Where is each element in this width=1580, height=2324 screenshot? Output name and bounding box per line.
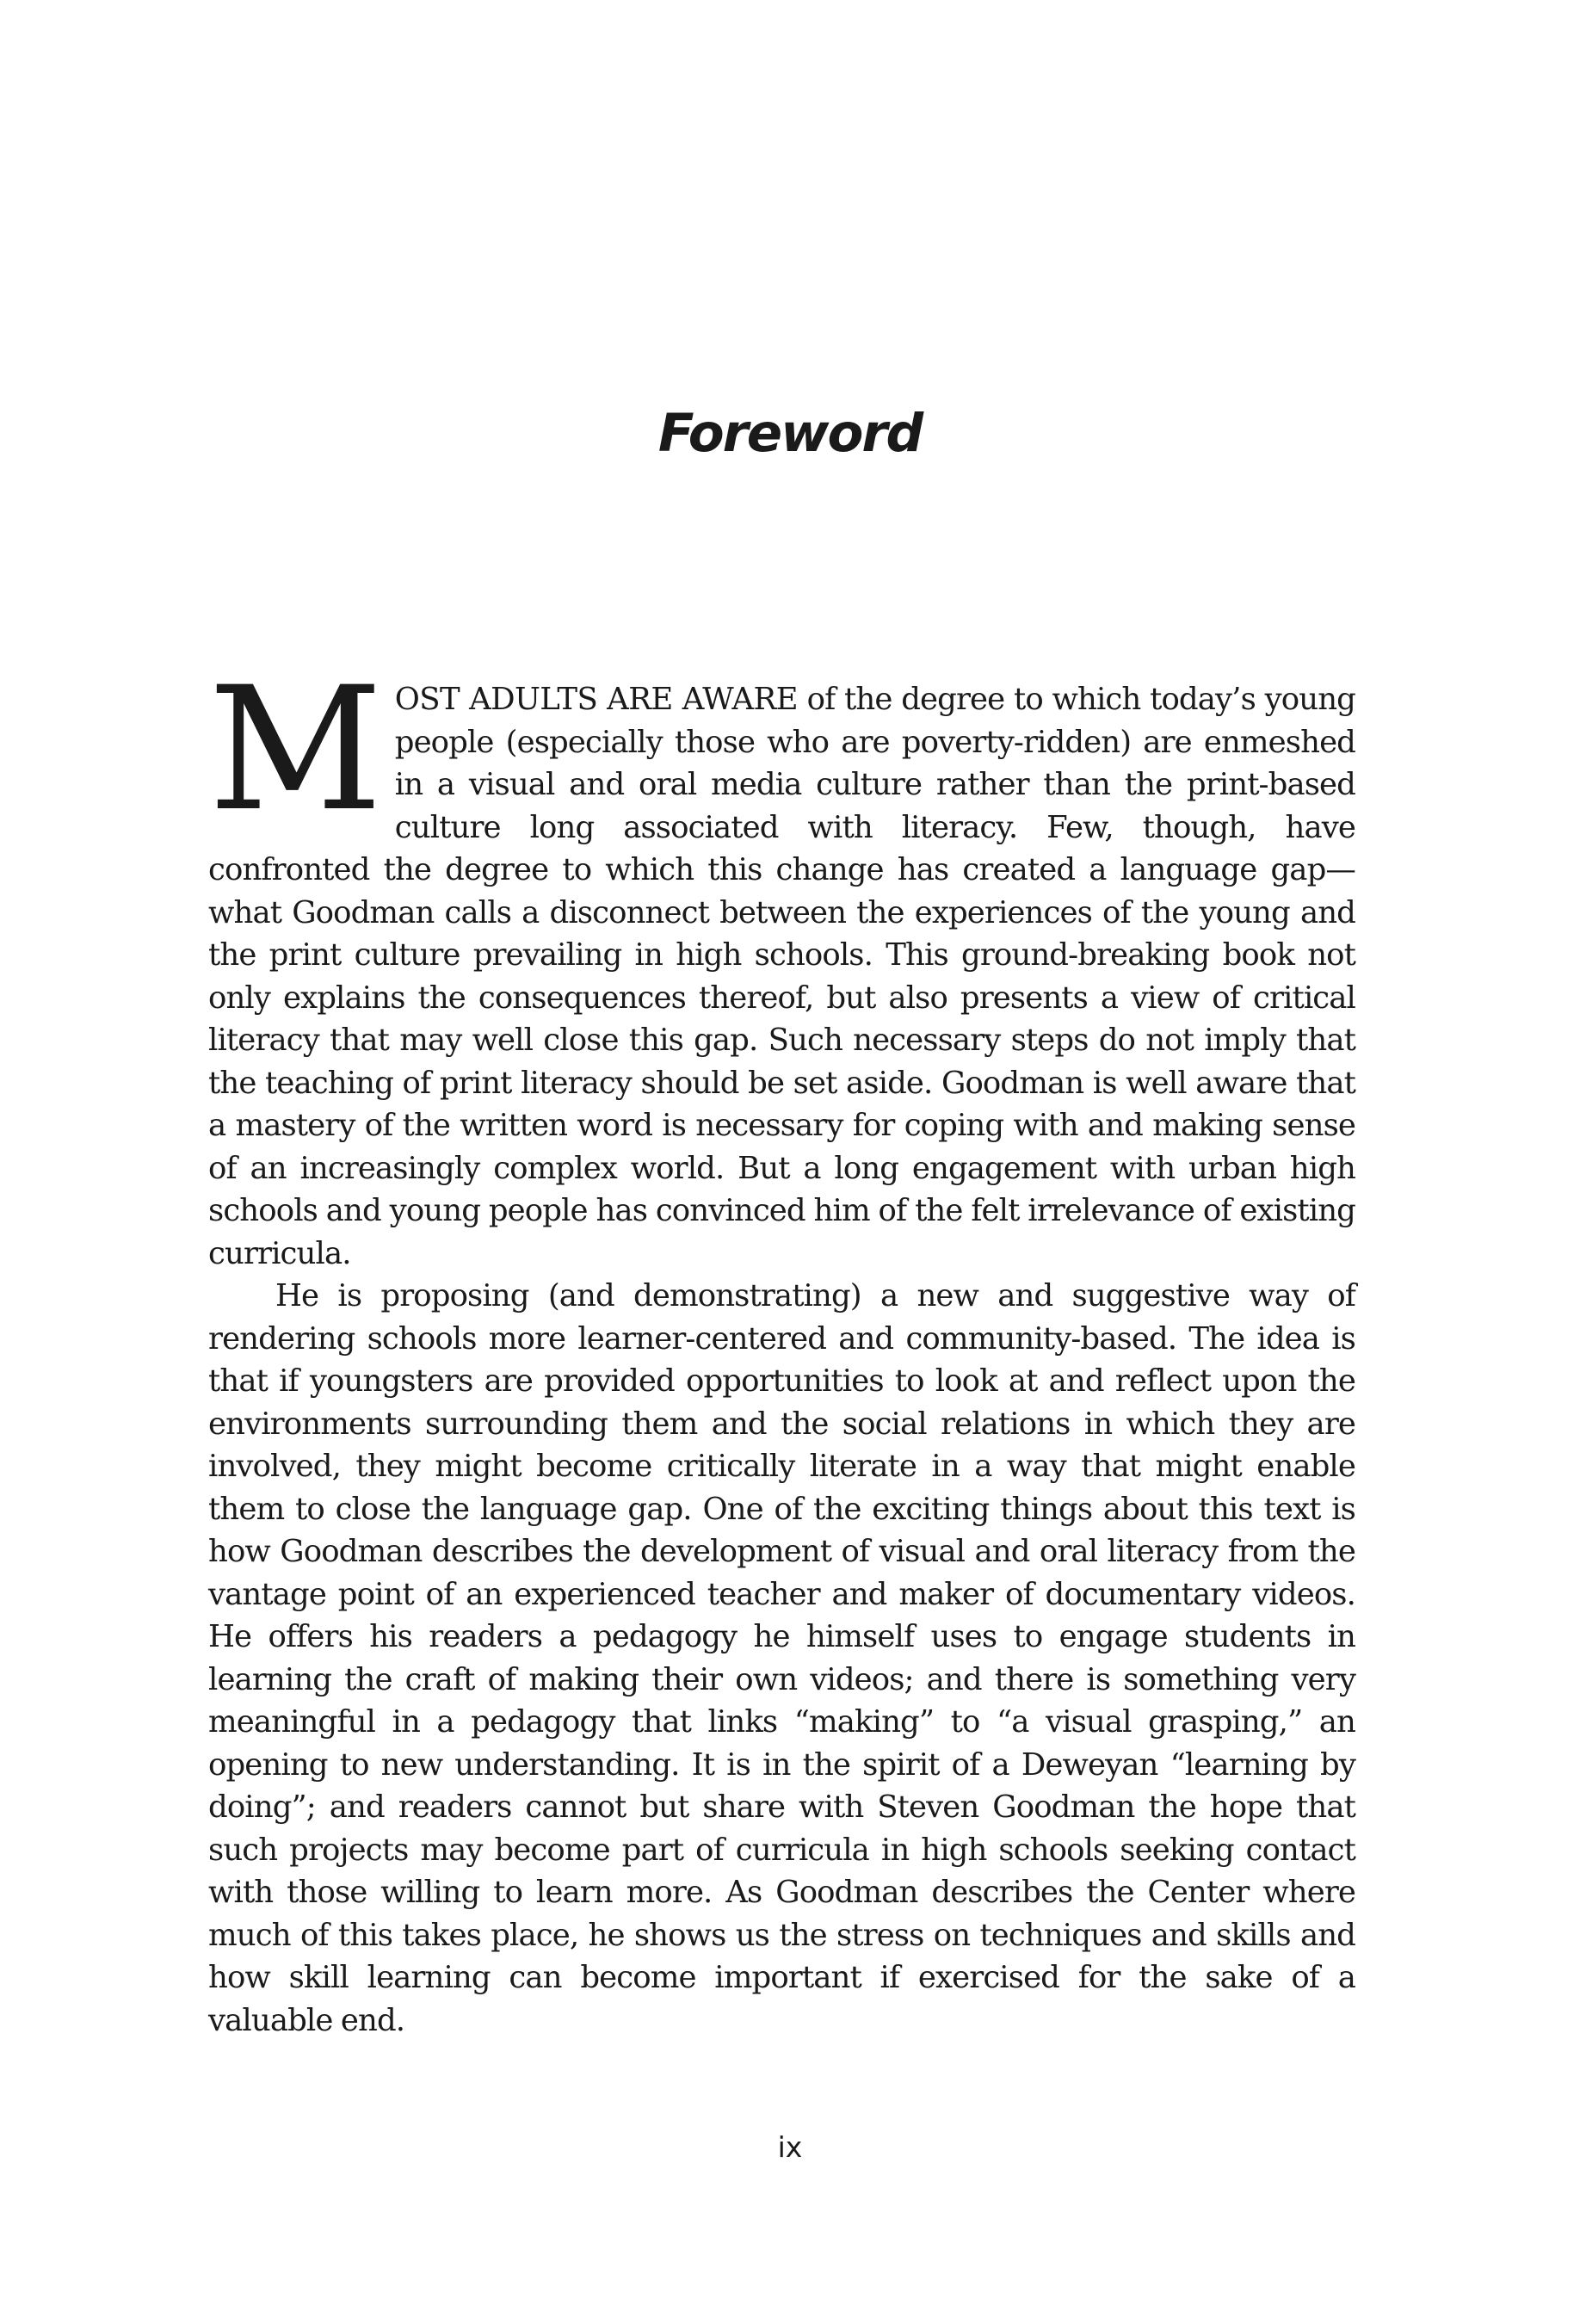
drop-cap: M: [208, 650, 383, 849]
paragraph-2: He is proposing (and demonstrating) a new and suggestive way of rendering schools more learner-centered and community-based. The idea is that if youngsters are provided opportunities to look at and reflect upon the environments surrounding them and the social relations in which they are involved, they might become critically literate in a way that might enable them to close the language gap. One of the exciting things about this text is how Goodman describes the development of visual and oral literacy from the vantage point of an experienced teacher and maker of documentary videos. He offers his readers a pedagogy he himself uses to engage students in learning the craft of making their own videos; and there is something very meaningful in a pedagogy that links “making” to “a visual grasping,” an opening to new understanding. It is in the spirit of a Deweyan “learning by doing”; and readers cannot but share with Steven Goodman the hope that such projects may become part of curricula in high schools seeking contact with those willing to learn more. As Goodman describes the Center where much of this takes place, he shows us the stress on techniques and skills and how skill learning can become important if exercised for the sake of a valuable end.: [208, 1278, 1355, 2038]
paragraph-1-text: of the degree to which today’s young people (especially those who are poverty-ridden) are enmeshed in a visual and oral media culture rather than the print-based culture long associated with literacy. Few, though, have confronted the degree to which this change has created a language gap—what Goodman calls a disconnect between the experiences of the young and the print culture prevailing in high schools. This ground-breaking book not only explains the consequences thereof, but also presents a view of critical literacy that may well close this gap. Such necessary steps do not imply that the teaching of print literacy should be set aside. Goodman is well aware that a mastery of the written word is necessary for coping with and making sense of an increasingly complex world. But a long engagement with urban high schools and young people has convinced him of the felt irrelevance of existing curricula.: [208, 682, 1355, 1271]
foreword-body: [208, 650, 1355, 2042]
page-number: ix: [777, 2130, 803, 2164]
lead-in-small-caps: OST ADULTS ARE AWARE: [394, 682, 798, 717]
paragraph-1: [208, 650, 1355, 1275]
page-title: Foreword: [657, 403, 923, 464]
